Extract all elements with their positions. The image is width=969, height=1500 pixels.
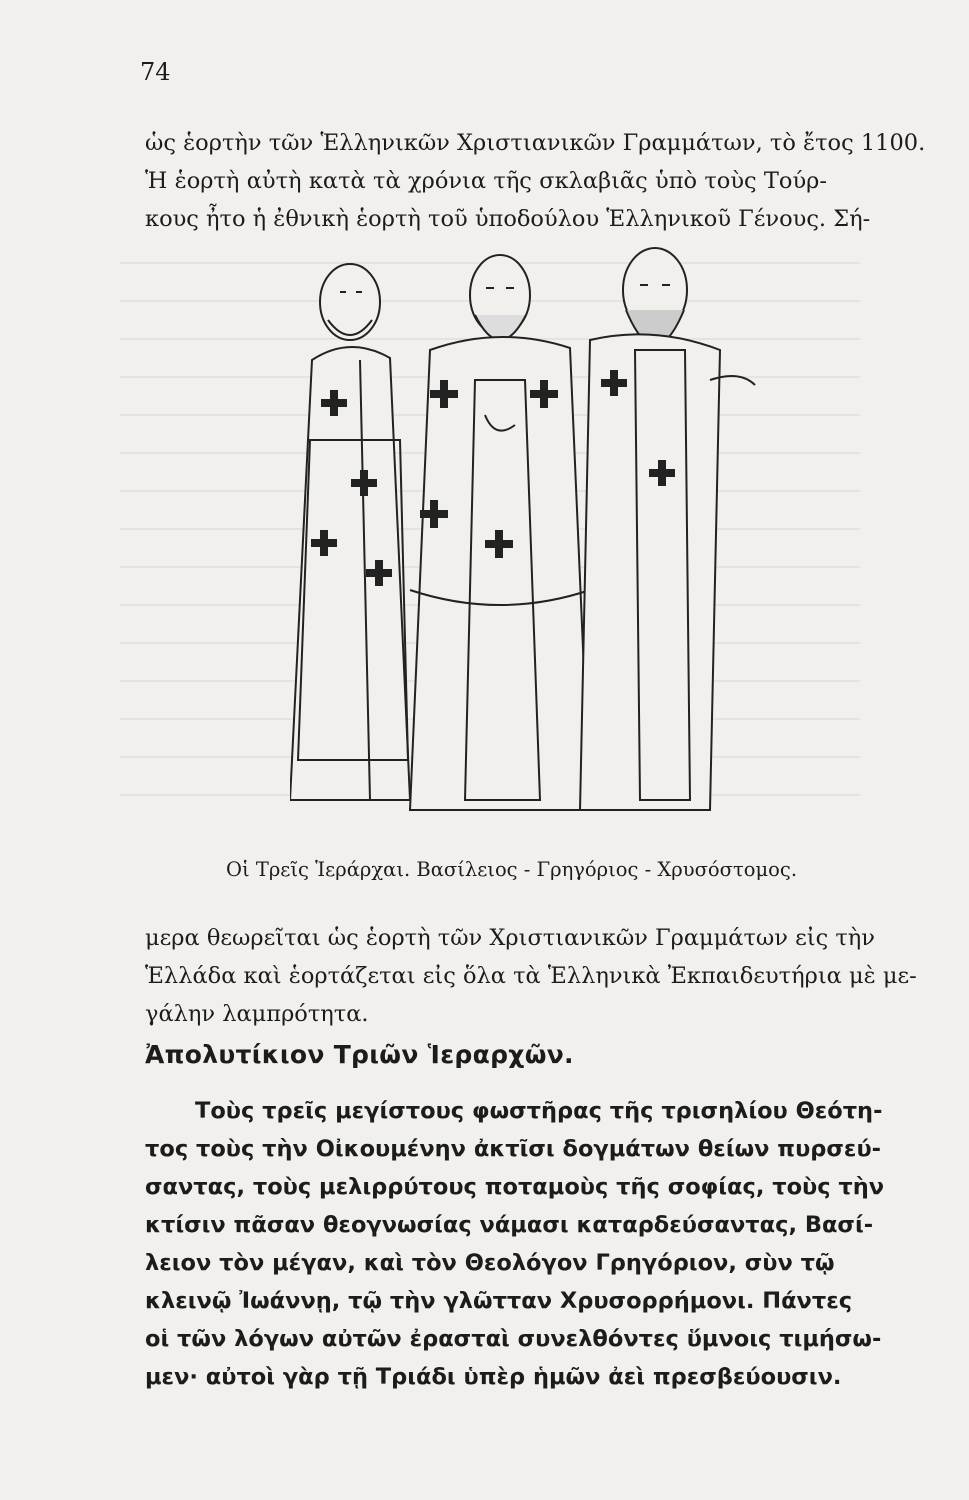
- text-line: γάλην λαμπρότητα.: [145, 1001, 369, 1027]
- hymn-line: κτίσιν πᾶσαν θεογνωσίας νάμασι καταρδεύσαντας, Βασί-: [145, 1212, 874, 1238]
- section-heading: Ἀπολυτίκιον Τριῶν Ἱεραρχῶν.: [145, 1040, 574, 1069]
- hymn-line: λειον τὸν μέγαν, καὶ τὸν Θεολόγον Γρηγόριον, σὺν τῷ: [145, 1250, 835, 1276]
- text-line: Ἡ ἑορτὴ αὐτὴ κατὰ τὰ χρόνια τῆς σκλαβιᾶς ὑπὸ τοὺς Τούρ-: [145, 168, 827, 194]
- text-line: κους ἦτο ἡ ἐθνικὴ ἑορτὴ τοῦ ὑποδούλου Ἑλληνικοῦ Γένους. Σή-: [145, 206, 871, 232]
- text-line: μερα θεωρεῖται ὡς ἑορτὴ τῶν Χριστιανικῶν Γραμμάτων εἰς τὴν: [145, 925, 875, 951]
- text-line: Ἑλλάδα καὶ ἑορτάζεται εἰς ὅλα τὰ Ἑλληνικὰ Ἐκπαιδευτήρια μὲ με-: [145, 963, 917, 989]
- hymn-line: τος τοὺς τὴν Οἰκουμένην ἀκτῖσι δογμάτων θείων πυρσεύ-: [145, 1136, 881, 1162]
- hymn-line: οἱ τῶν λόγων αὐτῶν ἐρασταὶ συνελθόντες ὕμνοις τιμήσω-: [145, 1326, 882, 1352]
- page-number: 74: [140, 58, 171, 86]
- hymn-line: σαντας, τοὺς μελιρρύτους ποταμοὺς τῆς σοφίας, τοὺς τὴν: [145, 1174, 885, 1200]
- hymn-line: Τοὺς τρεῖς μεγίστους φωστῆρας τῆς τρισηλίου Θεότη-: [195, 1098, 883, 1124]
- illustration-caption: Οἱ Τρεῖς Ἱεράρχαι. Βασίλειος - Γρηγόριος - Χρυσόστομος.: [226, 858, 798, 881]
- text-line: ὡς ἑορτὴν τῶν Ἑλληνικῶν Χριστιανικῶν Γραμμάτων, τὸ ἔτος 1100.: [145, 130, 926, 156]
- hymn-line: μεν· αὐτοὶ γὰρ τῇ Τριάδι ὑπὲρ ἡμῶν ἀεὶ πρεσβεύουσιν.: [145, 1364, 842, 1390]
- three-hierarchs-illustration: [290, 240, 810, 850]
- hymn-line: κλεινῷ Ἰωάννῃ, τῷ τὴν γλῶτταν Χρυσορρήμονι. Πάντες: [145, 1288, 853, 1314]
